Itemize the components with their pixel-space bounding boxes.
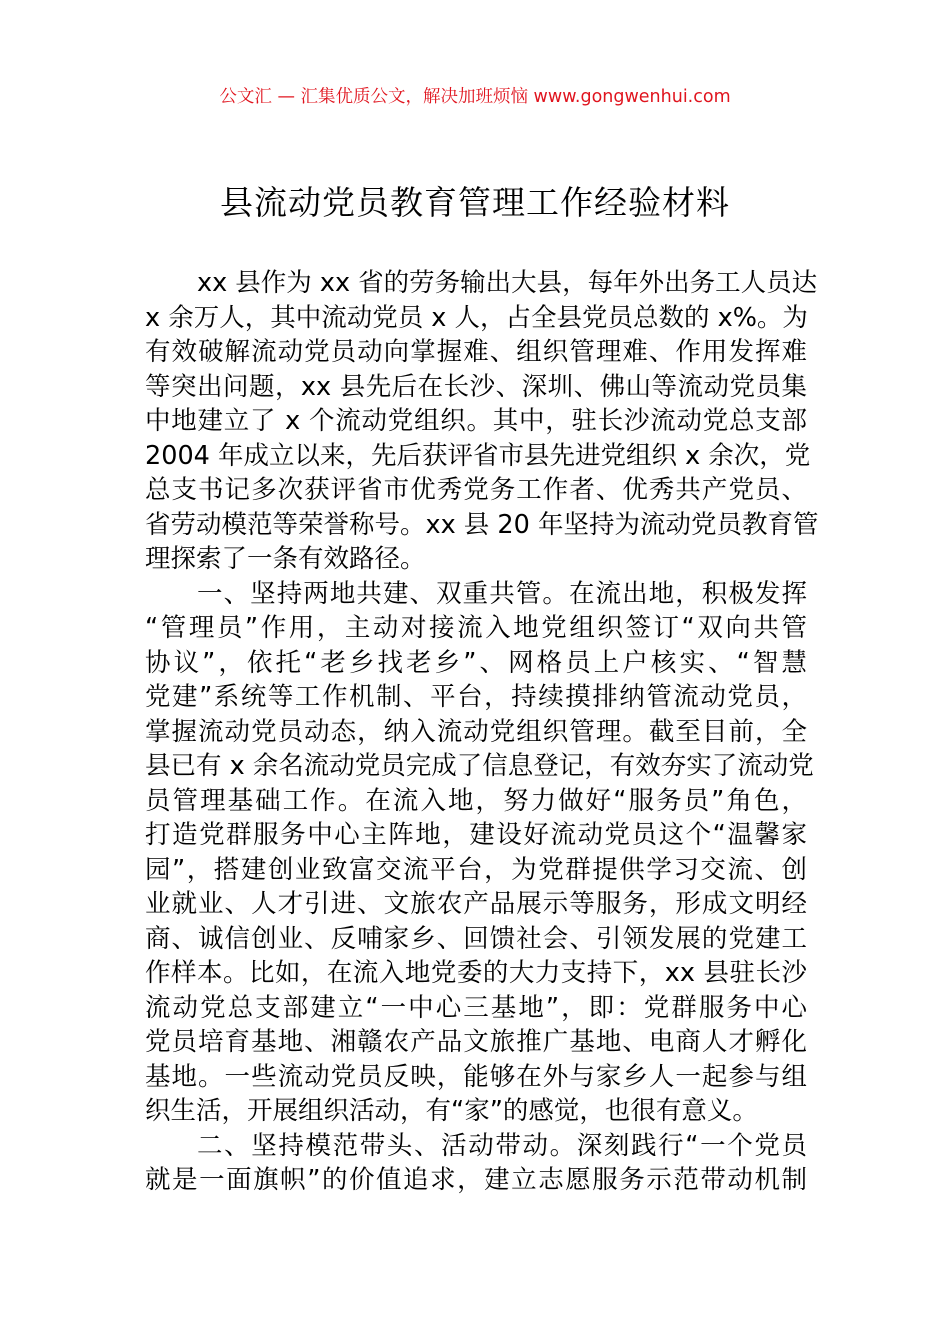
body-line: 就是一面旗帜”的价值追求，建立志愿服务示范带动机制	[145, 1165, 807, 1195]
body-line: 党员培育基地、湘赣农产品文旅推广基地、电商人才孵化	[145, 1027, 807, 1057]
body-line: 掌握流动党员动态，纳入流动党组织管理。截至目前，全	[145, 716, 807, 747]
body-line: 作样本。比如，在流入地党委的大力支持下，xx 县驻长沙	[145, 958, 807, 988]
document-body	[145, 266, 819, 1198]
body-line: 二、坚持模范带头、活动带动。深刻践行“一个党员	[197, 1130, 807, 1161]
body-line: 织生活，开展组织活动，有“家”的感觉，也很有意义。	[145, 1096, 758, 1126]
body-line: 2004 年成立以来，先后获评省市县先进党组织 x 余次，党	[145, 440, 811, 471]
body-line: 有效破解流动党员动向掌握难、组织管理难、作用发挥难	[145, 337, 807, 367]
body-line: 基地。一些流动党员反映，能够在外与家乡人一起参与组	[145, 1061, 807, 1092]
header-banner: 公文汇 — 汇集优质公文，解决加班烦恼 www.gongwenhui.com	[219, 87, 731, 107]
document-title: 县流动党员教育管理工作经验材料	[220, 183, 730, 222]
body-line: 县已有 x 余名流动党员完成了信息登记，有效夯实了流动党	[145, 751, 814, 781]
body-line: 流动党总支部建立“一中心三基地”，即：党群服务中心	[145, 992, 807, 1023]
body-line: xx 县作为 xx 省的劳务输出大县，每年外出务工人员达	[197, 268, 818, 298]
body-line: 省劳动模范等荣誉称号。xx 县 20 年坚持为流动党员教育管	[145, 509, 819, 540]
body-line: “管理员”作用，主动对接流入地党组织签订“双向共管	[145, 613, 807, 643]
body-line: 员管理基础工作。在流入地，努力做好“服务员”角色，	[145, 785, 807, 816]
body-line: 协议”，依托“老乡找老乡”、网格员上户核实、“智慧	[145, 647, 807, 678]
body-line: 党建”系统等工作机制、平台，持续摸排纳管流动党员，	[145, 682, 807, 712]
body-line: 打造党群服务中心主阵地，建设好流动党员这个“温馨家	[145, 820, 807, 850]
body-line: 理探索了一条有效路径。	[145, 544, 426, 574]
body-line: 业就业、人才引进、文旅农产品展示等服务，形成文明经	[145, 889, 807, 919]
body-line: x 余万人，其中流动党员 x 人，占全县党员总数的 x%。为	[145, 302, 808, 333]
body-line: 等突出问题，xx 县先后在长沙、深圳、佛山等流动党员集	[145, 371, 807, 402]
body-line: 商、诚信创业、反哺家乡、回馈社会、引领发展的党建工	[145, 923, 807, 954]
body-line: 中地建立了 x 个流动党组织。其中，驻长沙流动党总支部	[145, 406, 807, 436]
body-line: 总支书记多次获评省市优秀党务工作者、优秀共产党员、	[145, 475, 807, 505]
body-line: 一、坚持两地共建、双重共管。在流出地，积极发挥	[197, 578, 807, 609]
body-line: 园”，搭建创业致富交流平台，为党群提供学习交流、创	[145, 854, 807, 885]
